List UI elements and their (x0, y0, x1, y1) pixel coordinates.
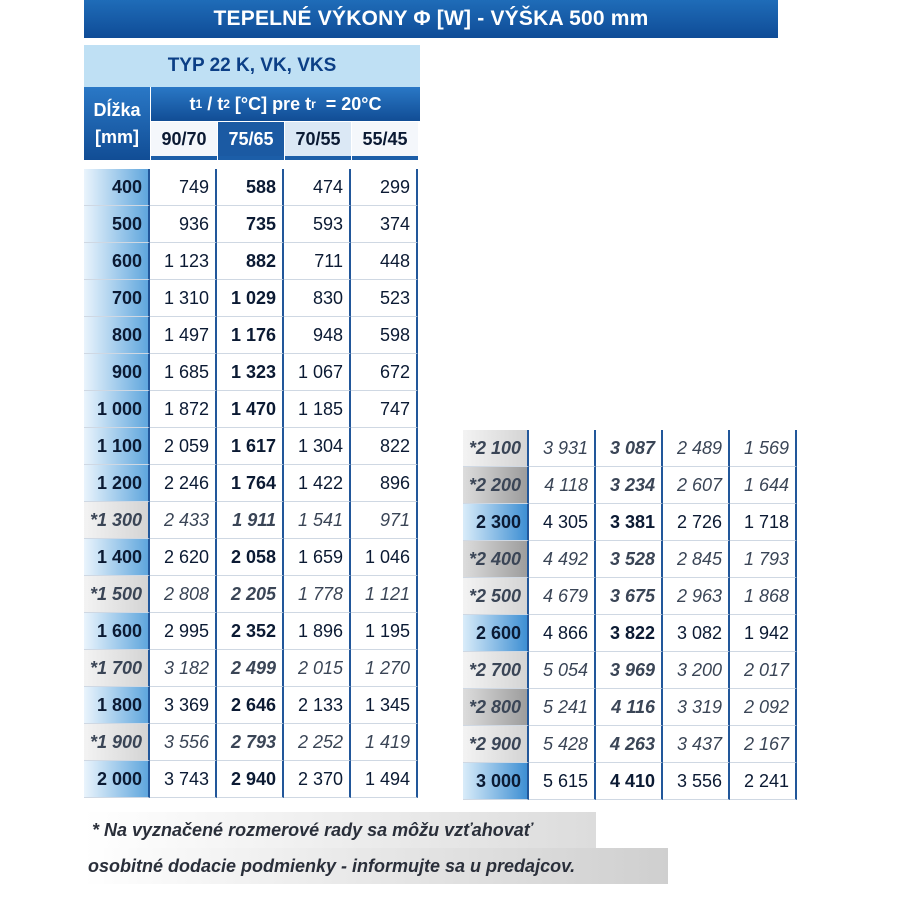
length-cell: 2 000 (84, 761, 150, 798)
value-cell: 593 (284, 206, 351, 243)
value-cell: 2 845 (663, 541, 730, 578)
value-cell: 1 345 (351, 687, 418, 724)
value-cell: 4 305 (529, 504, 596, 541)
length-cell: *2 700 (463, 652, 529, 689)
value-cell: 5 241 (529, 689, 596, 726)
length-cell: 1 200 (84, 465, 150, 502)
table-row (84, 613, 418, 650)
value-cell: 5 428 (529, 726, 596, 763)
value-cell: 3 182 (150, 650, 217, 687)
table-row (463, 652, 797, 689)
value-cell: 2 015 (284, 650, 351, 687)
column-header-90-70: 90/70 (151, 122, 217, 160)
value-cell: 1 046 (351, 539, 418, 576)
value-cell: 971 (351, 502, 418, 539)
value-cell: 948 (284, 317, 351, 354)
length-cell: *2 800 (463, 689, 529, 726)
value-cell: 2 241 (730, 763, 797, 800)
value-cell: 2 995 (150, 613, 217, 650)
value-cell: 1 569 (730, 430, 797, 467)
value-cell: 474 (284, 169, 351, 206)
value-cell: 2 607 (663, 467, 730, 504)
length-cell: *2 400 (463, 541, 529, 578)
table-row (84, 169, 418, 206)
length-cell: 3 000 (463, 763, 529, 800)
value-cell: 2 246 (150, 465, 217, 502)
value-cell: 2 059 (150, 428, 217, 465)
value-cell: 1 494 (351, 761, 418, 798)
value-cell: 2 489 (663, 430, 730, 467)
value-cell: 448 (351, 243, 418, 280)
value-cell: 4 116 (596, 689, 663, 726)
value-cell: 1 764 (217, 465, 284, 502)
table-row (84, 576, 418, 613)
table-row (463, 467, 797, 504)
value-cell: 1 497 (150, 317, 217, 354)
value-cell: 1 778 (284, 576, 351, 613)
value-cell: 2 963 (663, 578, 730, 615)
value-cell: 4 492 (529, 541, 596, 578)
table-row (84, 243, 418, 280)
value-cell: 3 087 (596, 430, 663, 467)
footnote-line-1: * Na vyznačené rozmerové rady sa môžu vzťahovať (84, 812, 596, 848)
table-row (463, 504, 797, 541)
value-cell: 3 556 (150, 724, 217, 761)
page-title: TEPELNÉ VÝKONY Φ [W] - VÝŠKA 500 mm (84, 0, 778, 38)
temp-end: = 20°C (315, 93, 382, 114)
value-cell: 1 195 (351, 613, 418, 650)
value-cell: 1 644 (730, 467, 797, 504)
table-row (463, 578, 797, 615)
column-headers (151, 122, 419, 160)
value-cell: 2 499 (217, 650, 284, 687)
table-row (84, 428, 418, 465)
table-row (463, 615, 797, 652)
length-cell: 1 800 (84, 687, 150, 724)
value-cell: 2 092 (730, 689, 797, 726)
table-row (84, 761, 418, 798)
length-cell: *1 900 (84, 724, 150, 761)
value-cell: 1 685 (150, 354, 217, 391)
value-cell: 3 675 (596, 578, 663, 615)
value-cell: 3 822 (596, 615, 663, 652)
value-cell: 4 118 (529, 467, 596, 504)
value-cell: 1 176 (217, 317, 284, 354)
temp-sub-r: r (311, 97, 316, 111)
value-cell: 749 (150, 169, 217, 206)
table-row (84, 391, 418, 428)
column-header-75-65: 75/65 (218, 122, 284, 160)
length-cell: 700 (84, 280, 150, 317)
value-cell: 747 (351, 391, 418, 428)
value-cell: 2 167 (730, 726, 797, 763)
value-cell: 1 270 (351, 650, 418, 687)
table-row (84, 354, 418, 391)
column-header-55-45: 55/45 (352, 122, 418, 160)
length-cell: *1 700 (84, 650, 150, 687)
value-cell: 1 872 (150, 391, 217, 428)
table-row (84, 724, 418, 761)
table-row (84, 687, 418, 724)
length-header-line2: [mm] (95, 126, 139, 147)
value-cell: 2 370 (284, 761, 351, 798)
value-cell: 1 718 (730, 504, 797, 541)
length-cell: 800 (84, 317, 150, 354)
value-cell: 3 234 (596, 467, 663, 504)
value-cell: 1 422 (284, 465, 351, 502)
footnote-line-2: osobitné dodacie podmienky - informujte sa u predajcov. (84, 848, 668, 884)
length-cell: 600 (84, 243, 150, 280)
value-cell: 1 067 (284, 354, 351, 391)
length-header-line1: Dĺžka (93, 99, 141, 120)
table-row (84, 206, 418, 243)
value-cell: 3 931 (529, 430, 596, 467)
temp-mid: / t (202, 93, 224, 114)
value-cell: 3 369 (150, 687, 217, 724)
value-cell: 2 433 (150, 502, 217, 539)
value-cell: 1 323 (217, 354, 284, 391)
value-cell: 672 (351, 354, 418, 391)
value-cell: 3 082 (663, 615, 730, 652)
value-cell: 2 808 (150, 576, 217, 613)
value-cell: 1 541 (284, 502, 351, 539)
value-cell: 2 252 (284, 724, 351, 761)
value-cell: 1 793 (730, 541, 797, 578)
length-cell: *2 500 (463, 578, 529, 615)
value-cell: 3 319 (663, 689, 730, 726)
temp-unit: [°C] pre t (229, 93, 312, 114)
table-row (463, 689, 797, 726)
value-cell: 2 017 (730, 652, 797, 689)
value-cell: 598 (351, 317, 418, 354)
value-cell: 2 620 (150, 539, 217, 576)
value-cell: 1 123 (150, 243, 217, 280)
value-cell: 1 911 (217, 502, 284, 539)
value-cell: 5 054 (529, 652, 596, 689)
value-cell: 830 (284, 280, 351, 317)
value-cell: 3 381 (596, 504, 663, 541)
table-row (84, 465, 418, 502)
value-cell: 822 (351, 428, 418, 465)
temp-sub-1: 1 (195, 97, 203, 111)
length-cell: *1 300 (84, 502, 150, 539)
value-cell: 4 866 (529, 615, 596, 652)
temperature-header (151, 87, 420, 121)
table-row (84, 650, 418, 687)
value-cell: 3 528 (596, 541, 663, 578)
value-cell: 299 (351, 169, 418, 206)
length-cell: 1 400 (84, 539, 150, 576)
value-cell: 1 896 (284, 613, 351, 650)
column-header-70-55: 70/55 (285, 122, 351, 160)
table-row (84, 280, 418, 317)
length-cell: 1 000 (84, 391, 150, 428)
value-cell: 1 029 (217, 280, 284, 317)
length-cell: 900 (84, 354, 150, 391)
table-row (84, 317, 418, 354)
table-row (84, 539, 418, 576)
value-cell: 1 470 (217, 391, 284, 428)
length-cell: *2 900 (463, 726, 529, 763)
length-cell: *2 100 (463, 430, 529, 467)
value-cell: 5 615 (529, 763, 596, 800)
temp-sub-2: 2 (223, 97, 230, 111)
value-cell: 1 868 (730, 578, 797, 615)
length-header (84, 87, 150, 160)
value-cell: 1 419 (351, 724, 418, 761)
length-cell: 500 (84, 206, 150, 243)
table-row (463, 430, 797, 467)
value-cell: 735 (217, 206, 284, 243)
value-cell: 2 205 (217, 576, 284, 613)
value-cell: 588 (217, 169, 284, 206)
table-row (463, 763, 797, 800)
type-label: TYP 22 K, VK, VKS (84, 45, 420, 87)
length-cell: 1 600 (84, 613, 150, 650)
length-cell: 2 600 (463, 615, 529, 652)
output-table-right (463, 430, 797, 800)
value-cell: 2 352 (217, 613, 284, 650)
value-cell: 711 (284, 243, 351, 280)
value-cell: 3 437 (663, 726, 730, 763)
value-cell: 1 121 (351, 576, 418, 613)
value-cell: 2 940 (217, 761, 284, 798)
length-cell: 400 (84, 169, 150, 206)
value-cell: 374 (351, 206, 418, 243)
length-cell: 1 100 (84, 428, 150, 465)
value-cell: 882 (217, 243, 284, 280)
value-cell: 1 310 (150, 280, 217, 317)
table-row (463, 541, 797, 578)
value-cell: 2 646 (217, 687, 284, 724)
value-cell: 1 617 (217, 428, 284, 465)
value-cell: 523 (351, 280, 418, 317)
value-cell: 3 556 (663, 763, 730, 800)
length-cell: *2 200 (463, 467, 529, 504)
value-cell: 2 133 (284, 687, 351, 724)
value-cell: 3 743 (150, 761, 217, 798)
value-cell: 4 410 (596, 763, 663, 800)
value-cell: 1 304 (284, 428, 351, 465)
value-cell: 1 659 (284, 539, 351, 576)
value-cell: 3 969 (596, 652, 663, 689)
value-cell: 1 185 (284, 391, 351, 428)
table-row (84, 502, 418, 539)
table-row (463, 726, 797, 763)
length-cell: *1 500 (84, 576, 150, 613)
value-cell: 2 793 (217, 724, 284, 761)
length-cell: 2 300 (463, 504, 529, 541)
value-cell: 2 726 (663, 504, 730, 541)
value-cell: 4 263 (596, 726, 663, 763)
value-cell: 4 679 (529, 578, 596, 615)
output-table-left (84, 169, 418, 798)
value-cell: 936 (150, 206, 217, 243)
value-cell: 2 058 (217, 539, 284, 576)
value-cell: 3 200 (663, 652, 730, 689)
value-cell: 1 942 (730, 615, 797, 652)
value-cell: 896 (351, 465, 418, 502)
temp-t: t (189, 93, 196, 114)
